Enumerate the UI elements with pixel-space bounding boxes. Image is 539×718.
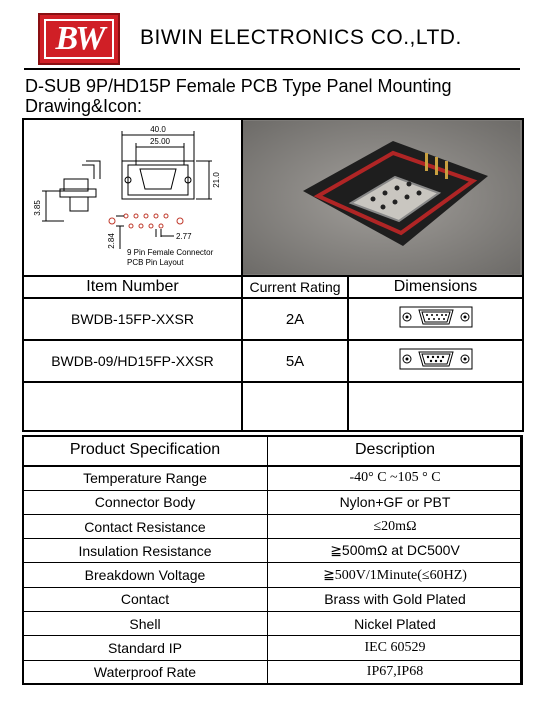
drawing-subtitle: Drawing&Icon: bbox=[25, 96, 143, 116]
technical-drawing bbox=[24, 121, 239, 274]
spec-name-standard-ip: Standard IP bbox=[23, 636, 268, 660]
connector-photo bbox=[243, 121, 520, 274]
spec-name-insulation-resistance: Insulation Resistance bbox=[23, 539, 268, 563]
dim-spacing: 2.77 bbox=[176, 232, 192, 241]
drawing-items-table bbox=[22, 118, 524, 432]
empty-rating-cell bbox=[242, 382, 348, 431]
product-photo-cell bbox=[242, 119, 523, 276]
connector-db15-icon bbox=[399, 306, 473, 328]
dim-height: 21.0 bbox=[212, 172, 221, 188]
current-rating-row-1: 2A bbox=[242, 298, 348, 340]
dim-inner: 25.00 bbox=[149, 137, 171, 146]
item-number-row-2: BWDB-09/HD15FP-XXSR bbox=[23, 340, 242, 382]
spec-name-connector-body: Connector Body bbox=[23, 490, 268, 514]
spec-value-breakdown-voltage: ≧500V/1Minute(≤60HZ) bbox=[268, 563, 523, 587]
spec-value-insulation-resistance: ≧500mΩ at DC500V bbox=[268, 539, 523, 563]
product-spec-header: Product Specification bbox=[23, 436, 268, 466]
dimensions-header: Dimensions bbox=[348, 276, 523, 298]
spec-name-waterproof-rate: Waterproof Rate bbox=[23, 660, 268, 684]
spec-value-contact: Brass with Gold Plated bbox=[268, 587, 523, 611]
spec-value-contact-resistance: ≤20mΩ bbox=[268, 514, 523, 538]
connector-db9-icon bbox=[399, 348, 473, 370]
current-rating-header: Current Rating bbox=[242, 276, 348, 298]
drawing-caption-line1: 9 Pin Female Connector bbox=[127, 248, 214, 257]
item-number-header: Item Number bbox=[23, 276, 242, 298]
empty-dimension-cell bbox=[348, 382, 523, 431]
company-name: BIWIN ELECTRONICS CO.,LTD. bbox=[140, 26, 462, 49]
spec-value-temperature: -40° C ~105 ° C bbox=[268, 466, 523, 490]
logo-text: BW bbox=[55, 20, 103, 57]
header-divider bbox=[24, 68, 520, 70]
dim-width: 40.0 bbox=[150, 125, 166, 134]
spec-name-contact: Contact bbox=[23, 587, 268, 611]
technical-drawing-cell bbox=[23, 119, 242, 276]
item-number-row-1: BWDB-15FP-XXSR bbox=[23, 298, 242, 340]
spec-value-standard-ip: IEC 60529 bbox=[268, 636, 523, 660]
dimension-icon-row-1 bbox=[348, 298, 523, 340]
dim-left: 3.85 bbox=[33, 200, 42, 216]
company-logo bbox=[38, 13, 120, 65]
dimension-icon-row-2 bbox=[348, 340, 523, 382]
description-header: Description bbox=[268, 436, 523, 466]
drawing-caption-line2: PCB Pin Layout bbox=[127, 258, 184, 267]
page-title: D-SUB 9P/HD15P Female PCB Type Panel Mounting bbox=[25, 76, 452, 96]
spec-name-shell: Shell bbox=[23, 612, 268, 636]
product-spec-table bbox=[22, 435, 523, 685]
spec-name-temperature: Temperature Range bbox=[23, 466, 268, 490]
spec-value-shell: Nickel Plated bbox=[268, 612, 523, 636]
current-rating-row-2: 5A bbox=[242, 340, 348, 382]
spec-name-contact-resistance: Contact Resistance bbox=[23, 514, 268, 538]
spec-name-breakdown-voltage: Breakdown Voltage bbox=[23, 563, 268, 587]
spec-value-waterproof-rate: IP67,IP68 bbox=[268, 660, 523, 684]
empty-item-cell bbox=[23, 382, 242, 431]
dim-pitch: 2.84 bbox=[107, 233, 116, 249]
spec-value-connector-body: Nylon+GF or PBT bbox=[268, 490, 523, 514]
